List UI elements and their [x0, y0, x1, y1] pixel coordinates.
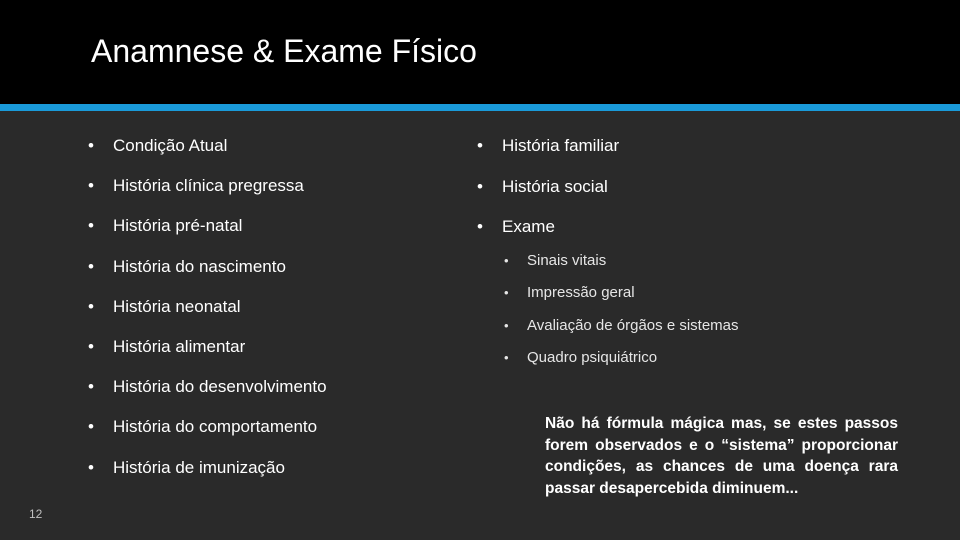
exame-sub-list — [504, 252, 739, 381]
sub-list-item: • Avaliação de órgãos e sistemas — [504, 317, 739, 349]
sub-list-item: • Impressão geral — [504, 284, 739, 316]
sub-list-item: • Quadro psiquiátrico — [504, 349, 739, 381]
list-item: • Condição Atual — [88, 136, 327, 176]
right-bullet-list — [477, 136, 619, 258]
sub-list-item: • Sinais vitais — [504, 252, 739, 284]
list-item: • História pré-natal — [88, 216, 327, 256]
list-item: • História de imunização — [88, 458, 327, 498]
list-item: • História familiar — [477, 136, 619, 177]
list-item: • Exame — [477, 217, 619, 258]
accent-bar — [0, 104, 960, 111]
list-item: • História social — [477, 177, 619, 218]
slide-title: Anamnese & Exame Físico — [91, 33, 477, 69]
list-item: • História alimentar — [88, 337, 327, 377]
left-bullet-list — [88, 136, 327, 498]
list-item: • História do nascimento — [88, 257, 327, 297]
page-number: 12 — [29, 507, 43, 521]
title-bar — [0, 0, 960, 104]
list-item: • História clínica pregressa — [88, 176, 327, 216]
list-item: • História do desenvolvimento — [88, 377, 327, 417]
list-item: • História do comportamento — [88, 417, 327, 457]
note-paragraph: Não há fórmula mágica mas, se estes passos forem observados e o “sistema” proporcionar condições, as chances de uma doença rara passar desapercebida diminuem... — [545, 415, 898, 497]
list-item: • História neonatal — [88, 297, 327, 337]
